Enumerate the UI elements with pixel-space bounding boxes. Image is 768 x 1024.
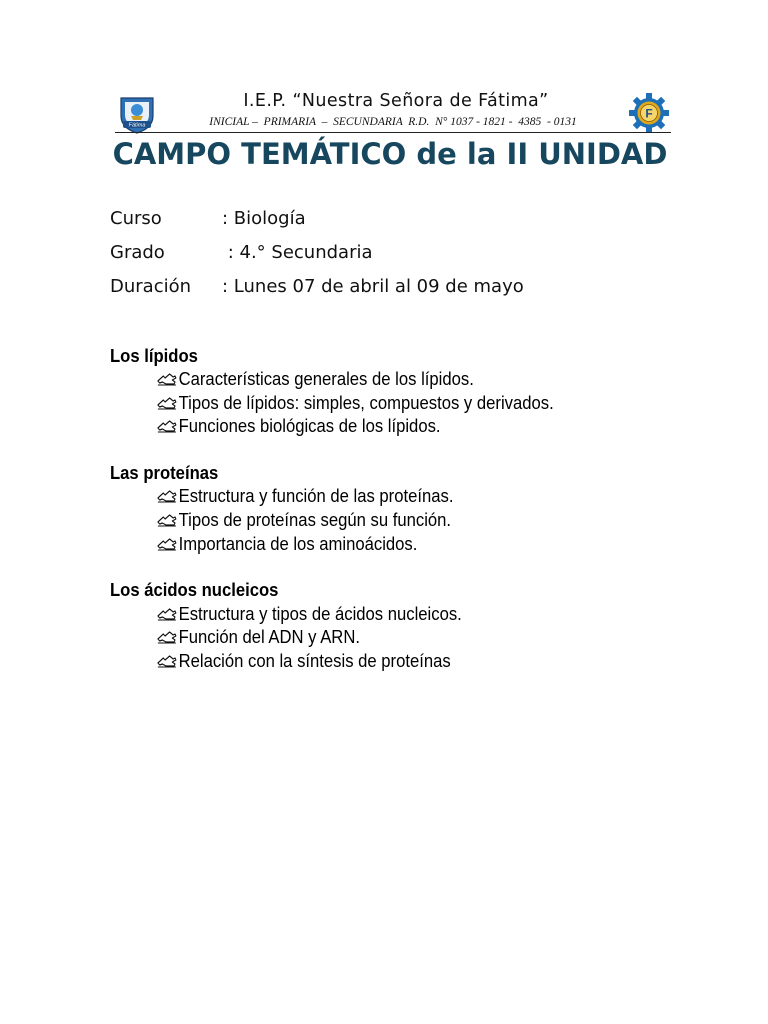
list-item-text: Funciones biológicas de los lípidos.: [178, 415, 441, 436]
info-value: : 4.° Secundaria: [222, 242, 373, 263]
info-label: Curso: [110, 208, 162, 229]
page-title: CAMPO TEMÁTICO de la II UNIDAD: [112, 137, 668, 171]
school-shield-logo: [117, 94, 157, 134]
list-item: [157, 392, 554, 414]
list-item: [157, 368, 474, 390]
list-item-text: Tipos de proteínas según su función.: [178, 509, 452, 530]
list-item: [157, 603, 462, 625]
list-item-text: Estructura y función de las proteínas.: [178, 485, 454, 506]
writing-hand-icon: [157, 513, 177, 527]
school-name: I.E.P. “Nuestra Señora de Fátima”: [243, 91, 549, 111]
header-divider: [115, 132, 671, 133]
list-item-text: Estructura y tipos de ácidos nucleicos.: [178, 603, 462, 624]
list-item: [157, 509, 451, 531]
info-grade: [110, 242, 373, 263]
writing-hand-icon: [157, 607, 177, 621]
writing-hand-icon: [157, 396, 177, 410]
writing-hand-icon: [157, 372, 177, 386]
writing-hand-icon: [157, 489, 177, 503]
school-subtitle: INICIAL – PRIMARIA – SECUNDARIA R.D. N° 1037 - 1821 - 4385 - 0131: [209, 116, 577, 128]
list-item: [157, 533, 417, 555]
info-value: : Lunes 07 de abril al 09 de mayo: [222, 276, 524, 297]
list-item-text: Relación con la síntesis de proteínas: [178, 650, 451, 671]
list-item-text: Características generales de los lípidos.: [178, 368, 474, 389]
list-item: [157, 415, 441, 437]
logo-left-text: Fátima: [128, 122, 146, 129]
section-title: Las proteínas: [110, 462, 219, 483]
writing-hand-icon: [157, 654, 177, 668]
info-duration: [110, 276, 524, 297]
list-item-text: Función del ADN y ARN.: [178, 626, 360, 647]
list-item-text: Tipos de lípidos: simples, compuestos y derivados.: [178, 392, 554, 413]
info-course: [110, 208, 306, 229]
school-gear-logo: [628, 92, 670, 134]
writing-hand-icon: [157, 419, 177, 433]
list-item: [157, 485, 453, 507]
list-item-text: Importancia de los aminoácidos.: [178, 533, 418, 554]
list-item: [157, 626, 360, 648]
logo-right-text: F: [645, 106, 653, 121]
document-header: [113, 90, 673, 134]
info-label: Duración: [110, 276, 192, 297]
info-label: Grado: [110, 242, 165, 263]
section-title: Los lípidos: [110, 345, 198, 366]
list-item: [157, 650, 451, 672]
section-title: Los ácidos nucleicos: [110, 579, 279, 600]
writing-hand-icon: [157, 630, 177, 644]
writing-hand-icon: [157, 537, 177, 551]
info-value: : Biología: [222, 208, 306, 229]
